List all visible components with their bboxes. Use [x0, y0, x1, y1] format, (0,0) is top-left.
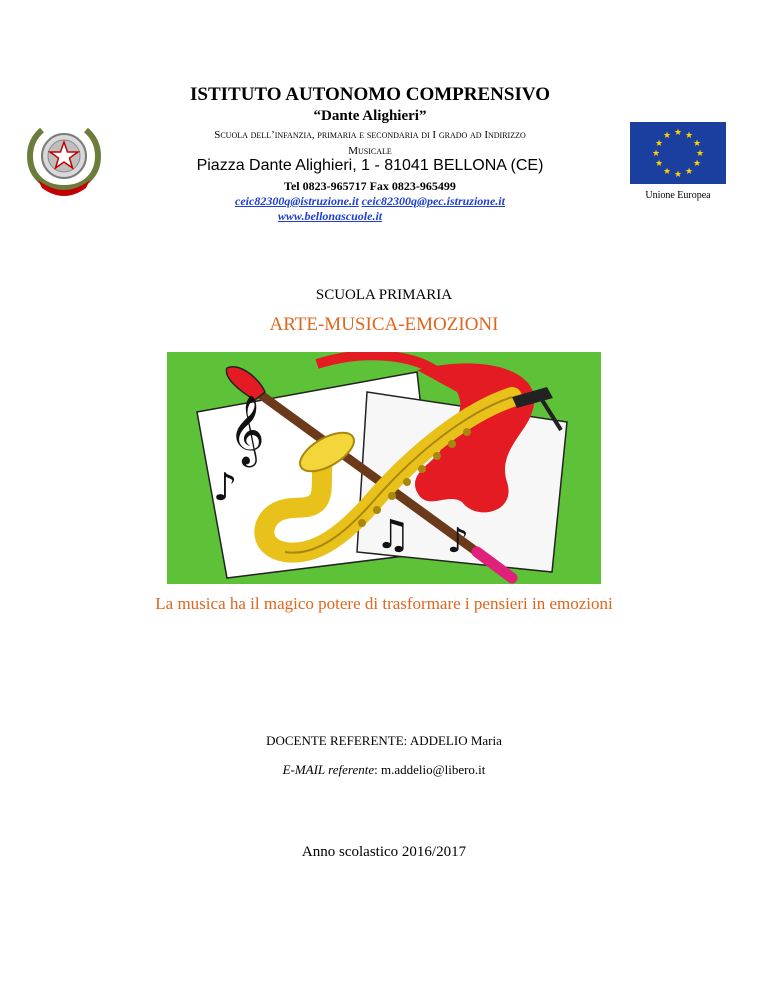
eu-label: Unione Europea	[645, 190, 711, 201]
school-level: SCUOLA PRIMARIA	[315, 287, 453, 303]
website-line	[120, 209, 540, 224]
eu-flag-icon	[630, 122, 726, 184]
italian-republic-emblem	[20, 118, 108, 198]
svg-text:★: ★	[651, 149, 661, 159]
svg-text:★: ★	[692, 139, 702, 149]
email-link-2[interactable]: ceic82300q@pec.istruzione.it	[361, 194, 505, 208]
motto: La musica ha il magico potere di trasformare i pensieri in emozioni	[155, 594, 613, 613]
svg-text:★: ★	[684, 131, 694, 141]
school-name: “Dante Alighieri”	[313, 108, 427, 124]
svg-text:★: ★	[673, 170, 683, 180]
school-subtitle	[110, 127, 630, 159]
school-title: ISTITUTO AUTONOMO COMPRENSIVO	[190, 84, 550, 105]
svg-text:★: ★	[662, 131, 672, 141]
teacher-name: ADDELIO Maria	[409, 733, 502, 748]
svg-text:♪: ♪	[213, 465, 238, 509]
svg-text:★: ★	[684, 167, 694, 177]
phone-fax: Tel 0823-965717 Fax 0823-965499	[284, 179, 456, 193]
email-link-1[interactable]: ceic82300q@istruzione.it	[235, 194, 359, 208]
svg-text:★: ★	[692, 159, 702, 169]
website-link[interactable]: www.bellonascuole.it	[277, 209, 383, 223]
svg-text:★: ★	[695, 149, 705, 159]
svg-text:♫: ♫	[375, 512, 411, 558]
svg-text:𝄞: 𝄞	[229, 395, 265, 465]
project-title: ARTE-MUSICA-EMOZIONI	[269, 314, 499, 335]
school-address: Piazza Dante Alighieri, 1 - 81041 BELLONA (CE)	[196, 157, 544, 174]
teacher-line	[150, 733, 618, 749]
teacher-email-label: E-MAIL referente	[282, 762, 375, 777]
teacher-label: DOCENTE REFERENTE:	[266, 733, 408, 748]
email-links	[120, 194, 620, 209]
teacher-email-value[interactable]: m.addelio@libero.it	[381, 762, 486, 777]
svg-text:★: ★	[673, 128, 683, 138]
svg-text:★: ★	[654, 159, 664, 169]
school-year: Anno scolastico 2016/2017	[301, 844, 467, 860]
svg-text:♪: ♪	[447, 521, 469, 561]
art-music-illustration	[167, 352, 601, 584]
svg-text:★: ★	[662, 167, 672, 177]
svg-text:★: ★	[654, 139, 664, 149]
school-subtitle-line2: Musicale	[348, 145, 392, 157]
school-subtitle-line1: Scuola dell’infanzia, primaria e secondaria di I grado ad Indirizzo	[214, 129, 526, 141]
teacher-email-line: E-MAIL referente: m.addelio@libero.it	[282, 762, 486, 777]
